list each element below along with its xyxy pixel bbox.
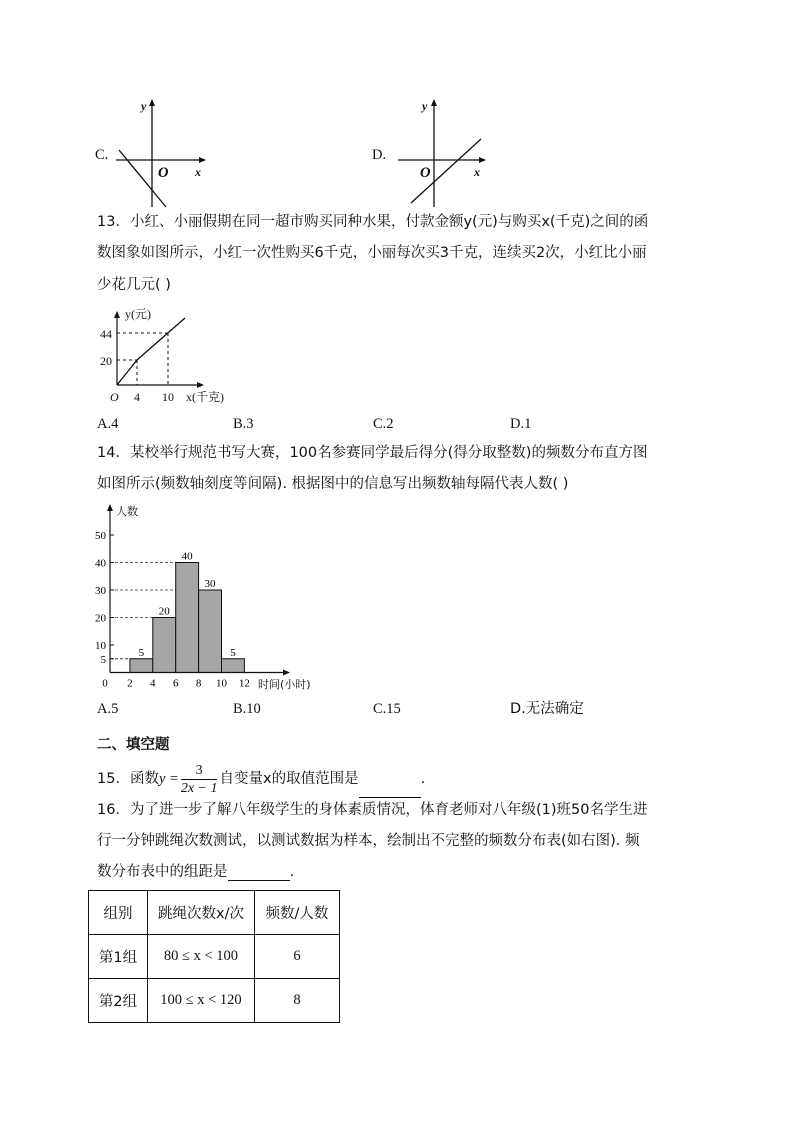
q16-text-line3: [97, 863, 294, 881]
section-title: 二、填空题: [97, 737, 170, 753]
q16-text-line2: 行一分钟跳绳次数测试，以测试数据为样本，绘制出不完整的频数分布表(如右图). 频: [97, 833, 640, 849]
q13-option-c[interactable]: C.2: [373, 416, 394, 432]
q14-x-label: 时间(小时): [258, 678, 311, 691]
c-origin-label: O: [158, 165, 169, 181]
q13-x-tick-4: 4: [134, 390, 140, 404]
q13-text-line2: 数图象如图所示，小红一次性购买6千克，小丽每次买3千克，连续买2次，小红比小丽: [97, 245, 647, 261]
cell-range: 80 ≤ x < 100: [148, 935, 255, 979]
q14-option-a[interactable]: A.5: [97, 701, 119, 717]
q16-answer-blank[interactable]: [228, 866, 290, 881]
x-tick-label: 12: [238, 677, 250, 690]
d-x-axis-label: x: [474, 165, 480, 179]
x-tick-label: 8: [195, 677, 202, 690]
q15-numerator: 3: [181, 762, 218, 780]
q13-y-tick-44: 44: [100, 327, 112, 341]
frequency-table: [88, 890, 340, 1023]
cell-frequency: 8: [255, 979, 340, 1023]
y-tick-label: 5: [100, 653, 106, 666]
q13-y-tick-20: 20: [100, 354, 112, 368]
q15-prefix: 15．函数: [97, 771, 159, 787]
histogram-bar: [176, 563, 199, 673]
q14-option-c[interactable]: C.15: [373, 701, 401, 717]
q13-text-line1: 13．小红、小丽假期在同一超市购买同种水果，付款金额y(元)与购买x(千克)之间的函: [97, 214, 649, 230]
q15-suffix: 自变量x的取值范围是: [219, 771, 359, 787]
option-c-label: C.: [95, 147, 109, 163]
d-origin-label: O: [420, 165, 431, 181]
q13-price-line: [117, 318, 185, 385]
q14-text-line2: 如图所示(频数轴刻度等间隔). 根据图中的信息写出频数轴每隔代表人数( ): [97, 476, 569, 492]
x-tick-label: 6: [172, 677, 179, 690]
q13-option-d[interactable]: D.1: [510, 416, 532, 432]
header-group: 组别: [89, 891, 148, 935]
histogram-bar: [130, 659, 153, 673]
x-tick-label: 4: [150, 677, 156, 690]
x-axis-arrow: [283, 670, 290, 676]
header-frequency: 频数/人数: [255, 891, 340, 935]
q13-x-label: x(千克): [186, 390, 224, 404]
q16-end: .: [289, 864, 295, 880]
header-jumps: 跳绳次数x/次: [148, 891, 255, 935]
y-tick-label: 20: [95, 612, 106, 625]
cell-group: 第1组: [89, 935, 148, 979]
q15-answer-blank[interactable]: [359, 783, 421, 798]
bar-value-label: 30: [204, 578, 216, 590]
cell-frequency: 6: [255, 935, 340, 979]
q15-denominator: 2x − 1: [180, 780, 218, 796]
q15-end: .: [420, 771, 426, 787]
q13-origin: O: [110, 390, 119, 404]
x-tick-label: 2: [127, 677, 133, 690]
x-tick-label: 10: [216, 677, 227, 690]
d-y-axis-label: y: [422, 99, 428, 113]
bar-value-label: 5: [138, 646, 145, 659]
q13-text-line3: 少花几元( ): [97, 277, 171, 293]
q14-text-line1: 14．某校举行规范书写大赛，100名参赛同学最后得分(得分取整数)的频数分布直方图: [97, 445, 648, 461]
q13-x-tick-10: 10: [162, 390, 174, 404]
bar-value-label: 20: [158, 605, 170, 618]
histogram-bar: [222, 659, 245, 673]
table-row: [89, 979, 340, 1023]
q16-text-line1: 16．为了进一步了解八年级学生的身体素质情况，体育老师对八年级(1)班50名学生进: [97, 802, 648, 818]
table-row: [89, 935, 340, 979]
q14-option-d[interactable]: D.无法确定: [510, 701, 584, 717]
histogram-bar: [199, 590, 222, 673]
x-tick-label: 0: [102, 677, 108, 690]
q15-fraction: [181, 762, 218, 797]
q15-y-eq: y =: [158, 771, 179, 787]
q13-option-b[interactable]: B.3: [233, 416, 254, 432]
cell-range: 100 ≤ x < 120: [148, 979, 255, 1023]
q13-y-label: y(元): [125, 307, 151, 321]
cell-group: 第2组: [89, 979, 148, 1023]
q16-line3-text: 数分布表中的组距是: [97, 864, 228, 880]
y-tick-label: 10: [95, 640, 106, 652]
y-tick-label: 50: [95, 530, 106, 542]
y-tick-label: 40: [95, 557, 106, 570]
table-header-row: [89, 891, 340, 935]
histogram-bar: [153, 618, 176, 673]
q14-y-label: 人数: [116, 505, 138, 518]
q15-text: [97, 760, 425, 798]
bar-value-label: 40: [181, 550, 193, 563]
c-x-axis-label: x: [195, 165, 201, 179]
y-axis-arrow: [107, 504, 113, 511]
q13-option-a[interactable]: A.4: [97, 416, 119, 432]
y-tick-label: 30: [95, 585, 106, 597]
option-d-label: D.: [372, 147, 387, 163]
bar-value-label: 5: [230, 646, 236, 659]
c-y-axis-label: y: [141, 99, 147, 113]
q14-option-b[interactable]: B.10: [233, 701, 261, 717]
